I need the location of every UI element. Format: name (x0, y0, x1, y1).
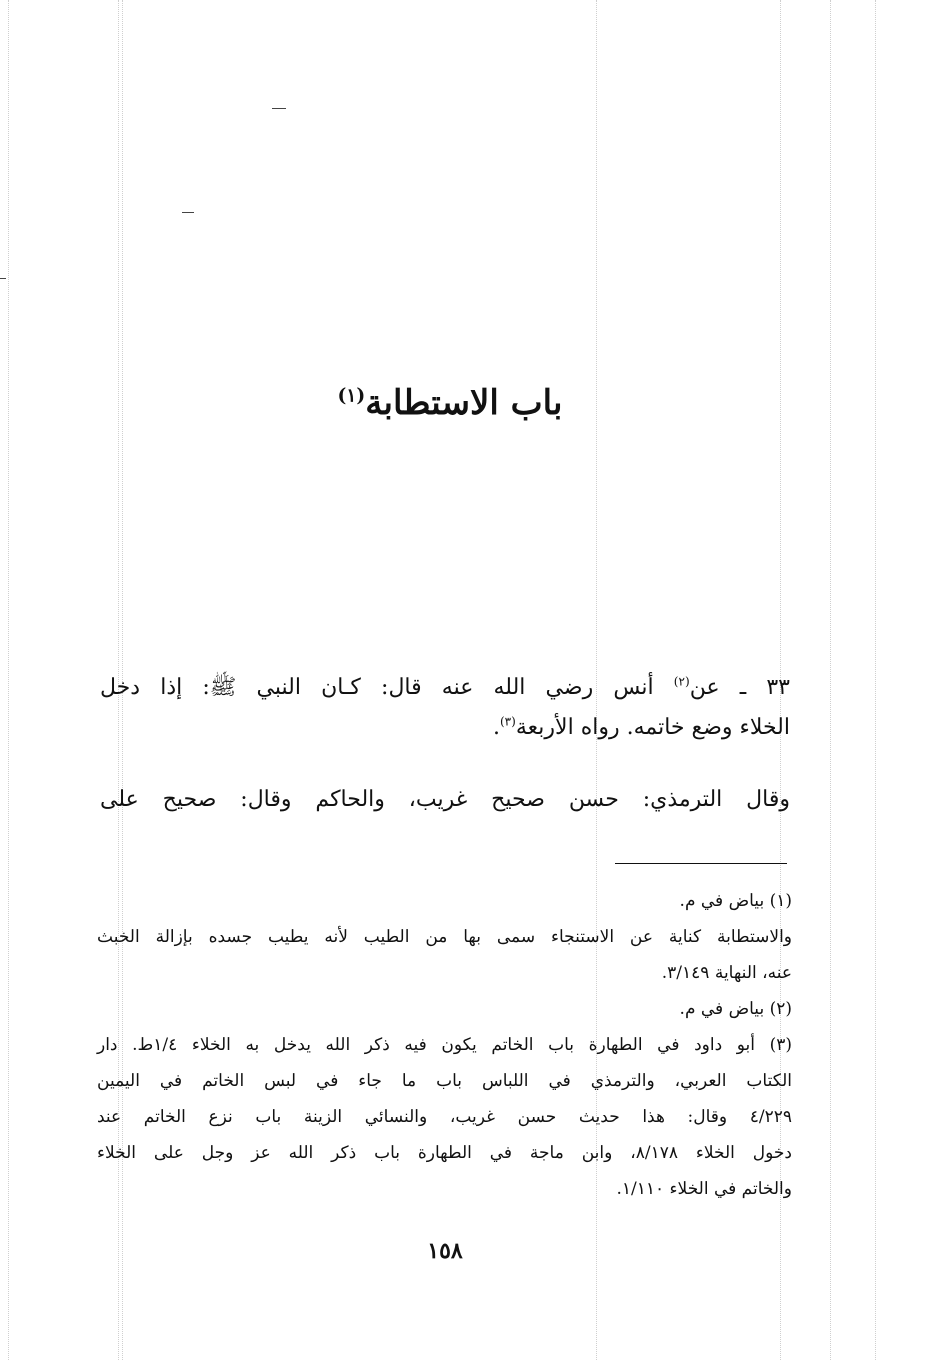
footnote-1-text: عنه، النهاية ٣/١٤٩. (661, 963, 792, 983)
hadith-number: ٣٣ ـ عن (689, 675, 790, 700)
footnote-ref-2: (٢) (673, 674, 690, 689)
hadith-text: . (492, 715, 500, 740)
footnote-3-text: والخاتم في الخلاء ١/١١٠. (616, 1179, 792, 1199)
footnote-2: (٢) بياض في م. (679, 999, 792, 1019)
footnote-separator (615, 863, 787, 864)
footnote-ref-3: (٣) (499, 714, 516, 729)
hadith-line-3: وقال الترمذي: حسن صحيح غريب، والحاكم وقال: صحيح على (100, 787, 790, 812)
footnote-1: (١) بياض في م. (679, 891, 792, 911)
scan-artifact (830, 0, 831, 1360)
footnote-3: (٣) أبو داود في الطهارة باب الخاتم يكون فيه ذكر الله يدخل به الخلاء ١/٤ط. دار (97, 1035, 792, 1055)
hadith-text: أنس رضي الله عنه قال: كـان النبي ﷺ: إذا دخل (100, 675, 674, 700)
hadith-line-2 (100, 710, 790, 746)
scan-speck (272, 108, 286, 109)
footnote-3-text: دخول الخلاء ٨/١٧٨، وابن ماجة في الطهارة باب ذكر الله عز وجل على الخلاء (97, 1143, 792, 1163)
chapter-title (250, 378, 650, 428)
scan-speck (182, 212, 194, 213)
chapter-title-text: باب الاستطابة (365, 383, 563, 423)
scan-artifact (875, 0, 876, 1360)
footnote-ref-1: (١) (337, 384, 366, 407)
hadith-line-1 (100, 670, 790, 706)
page-number: ١٥٨ (427, 1238, 463, 1264)
hadith-text: الخلاء وضع خاتمه. رواه الأربعة (515, 715, 790, 740)
footnote-3-text: الكتاب العربي، والترمذي في اللباس باب ما جاء في لبس الخاتم في اليمين (97, 1071, 792, 1091)
footnote-3-text: ٤/٢٢٩ وقال: هذا حديث حسن غريب، والنسائي الزينة باب نزع الخاتم عند (97, 1107, 792, 1127)
footnote-1-text: والاستطابة كناية عن الاستنجاء سمى بها من الطيب لأنه يطيب جسده بإزالة الخبث (97, 927, 792, 947)
scan-speck (0, 278, 6, 279)
scan-artifact (8, 0, 9, 1360)
